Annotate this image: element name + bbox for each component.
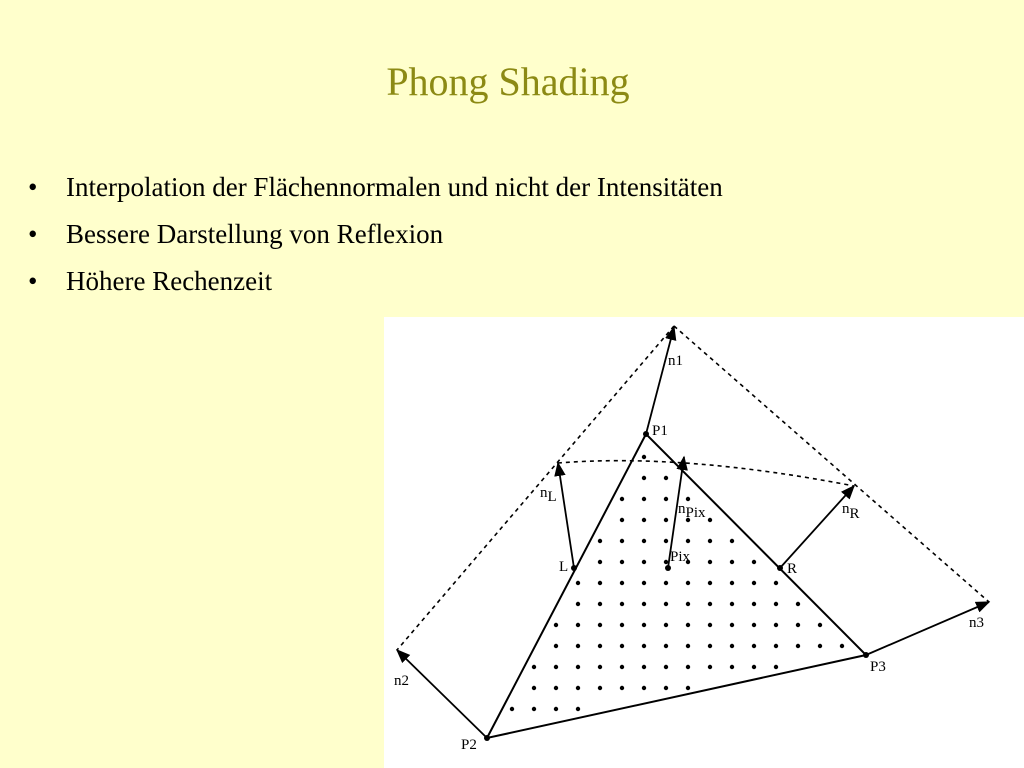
pixel-dot	[708, 644, 712, 648]
label-nr	[842, 501, 860, 522]
pixel-dot	[818, 644, 822, 648]
pixel-dot	[642, 644, 646, 648]
pixel-dot	[642, 623, 646, 627]
label-n2: n2	[394, 673, 409, 689]
pixel-dot	[686, 581, 690, 585]
pixel-dot	[730, 539, 734, 543]
pixel-dot	[642, 581, 646, 585]
bullet-dot: •	[28, 266, 38, 296]
pixel-dot	[708, 539, 712, 543]
pixel-dot	[620, 581, 624, 585]
label-npix-sub: Pix	[685, 505, 706, 521]
pixel-dot	[620, 602, 624, 606]
pixel-dot	[642, 539, 646, 543]
label-l: L	[559, 559, 569, 575]
label-p2: P2	[461, 737, 477, 753]
pixel-dot	[620, 623, 624, 627]
pixel-dot	[554, 665, 558, 669]
pixel-dot	[708, 623, 712, 627]
pixel-dot	[642, 518, 646, 522]
pixel-dot	[554, 707, 558, 711]
pixel-dot	[774, 602, 778, 606]
pixel-dot	[730, 602, 734, 606]
pixel-dot	[708, 581, 712, 585]
pixel-dot	[664, 686, 668, 690]
pixel-dot	[554, 644, 558, 648]
label-r: R	[787, 561, 798, 577]
polygon-triangle	[487, 434, 866, 738]
pixel-dot	[664, 518, 668, 522]
pixel-dot	[598, 644, 602, 648]
point-p1	[643, 431, 649, 437]
bullet-list	[28, 164, 723, 305]
pixel-dot	[664, 497, 668, 501]
bullet-dot: •	[28, 219, 38, 249]
label-p1: P1	[652, 423, 668, 439]
normal-arrow-nL	[558, 463, 574, 568]
pixel-dot	[752, 623, 756, 627]
pixel-dot	[752, 665, 756, 669]
pixel-dot	[620, 497, 624, 501]
pixel-dot	[818, 623, 822, 627]
pixel-dot	[796, 623, 800, 627]
pixel-dot	[730, 644, 734, 648]
pixel-dot	[774, 644, 778, 648]
label-npix	[678, 501, 706, 521]
pixel-dot	[620, 644, 624, 648]
pixel-dot	[686, 644, 690, 648]
pixel-dot	[598, 602, 602, 606]
label-npix-n: n	[678, 501, 686, 517]
pixel-dot	[708, 602, 712, 606]
pixel-dot	[576, 686, 580, 690]
bullet-dot: •	[28, 172, 38, 202]
point-p3	[863, 652, 869, 658]
pixel-dot	[598, 539, 602, 543]
pixel-dot	[686, 602, 690, 606]
point-l	[571, 565, 577, 571]
interpolation-curve	[558, 461, 854, 486]
pixel-dot	[532, 665, 536, 669]
pixel-dot	[510, 707, 514, 711]
normal-tip-triangle	[397, 326, 989, 650]
label-p3: P3	[870, 659, 886, 675]
pixel-dot	[532, 686, 536, 690]
pixel-dot	[664, 539, 668, 543]
pixel-dot	[532, 707, 536, 711]
bullet-text: Interpolation der Flächennormalen und nicht der Intensitäten	[66, 172, 723, 202]
pixel-dot	[840, 644, 844, 648]
label-nl	[540, 485, 557, 505]
pixel-dot	[730, 623, 734, 627]
pixel-dot	[730, 665, 734, 669]
pixel-dot	[598, 686, 602, 690]
pixel-dot	[598, 560, 602, 564]
normal-arrow-n1	[646, 327, 674, 434]
pixel-dot	[664, 602, 668, 606]
pixel-dot	[598, 665, 602, 669]
pixel-dot	[796, 602, 800, 606]
pixel-dot	[620, 518, 624, 522]
label-nl-n: n	[540, 485, 548, 501]
point-markers	[484, 431, 869, 741]
label-n3: n3	[969, 615, 984, 631]
pixel-dot	[642, 497, 646, 501]
pixel-dot	[598, 581, 602, 585]
pixel-dot	[664, 476, 668, 480]
pixel-dot	[576, 644, 580, 648]
pixel-dot	[576, 665, 580, 669]
pixel-dot	[576, 581, 580, 585]
pixel-dot	[796, 644, 800, 648]
pixel-dot	[554, 686, 558, 690]
slide-title: Phong Shading	[386, 59, 630, 104]
pixel-dot	[576, 623, 580, 627]
bullet-text: Bessere Darstellung von Reflexion	[66, 219, 444, 249]
pixel-dot	[730, 581, 734, 585]
phong-diagram	[384, 317, 1024, 768]
pixel-dot	[554, 623, 558, 627]
pixel-dot	[730, 560, 734, 564]
label-nr-sub: R	[849, 506, 860, 522]
pixel-dot	[752, 581, 756, 585]
pixel-dot	[576, 602, 580, 606]
pixel-dot	[664, 644, 668, 648]
pixel-dot	[774, 581, 778, 585]
pixel-dot	[708, 665, 712, 669]
pixel-dot	[642, 476, 646, 480]
pixel-dot	[752, 602, 756, 606]
pixel-dot	[576, 707, 580, 711]
point-p2	[484, 735, 490, 741]
pixel-dot	[664, 623, 668, 627]
bullet-item	[28, 164, 723, 211]
label-nr-n: n	[842, 501, 850, 517]
pixel-dot	[642, 602, 646, 606]
point-pix	[665, 565, 671, 571]
pixel-dot	[686, 497, 690, 501]
pixel-dot	[664, 665, 668, 669]
pixel-dot	[642, 686, 646, 690]
bullet-text: Höhere Rechenzeit	[66, 266, 273, 296]
pixel-dot	[774, 665, 778, 669]
pixel-dot	[752, 560, 756, 564]
bullet-item	[28, 211, 723, 258]
pixel-dot	[686, 686, 690, 690]
pixel-dot	[598, 623, 602, 627]
label-nl-sub: L	[547, 489, 557, 505]
pixel-dot	[642, 665, 646, 669]
point-r	[777, 565, 783, 571]
pixel-dot	[686, 623, 690, 627]
pixel-dot	[664, 560, 668, 564]
pixel-dot	[620, 665, 624, 669]
pixel-dot	[774, 623, 778, 627]
pixel-dot	[752, 644, 756, 648]
bullet-item	[28, 258, 723, 305]
pixel-dot	[708, 560, 712, 564]
pixel-dot	[620, 686, 624, 690]
normal-arrow-n2	[397, 650, 487, 738]
pixel-dot	[642, 560, 646, 564]
label-n1: n1	[668, 353, 683, 369]
label-pix: Pix	[670, 549, 691, 565]
pixel-dot	[686, 665, 690, 669]
pixel-dot	[686, 539, 690, 543]
pixel-dot	[708, 518, 712, 522]
phong-diagram-svg	[384, 317, 1024, 768]
pixel-dot	[642, 455, 646, 459]
pixel-dot	[620, 539, 624, 543]
pixel-dot	[620, 560, 624, 564]
pixel-dot	[664, 581, 668, 585]
normal-arrow-nR	[780, 486, 854, 568]
